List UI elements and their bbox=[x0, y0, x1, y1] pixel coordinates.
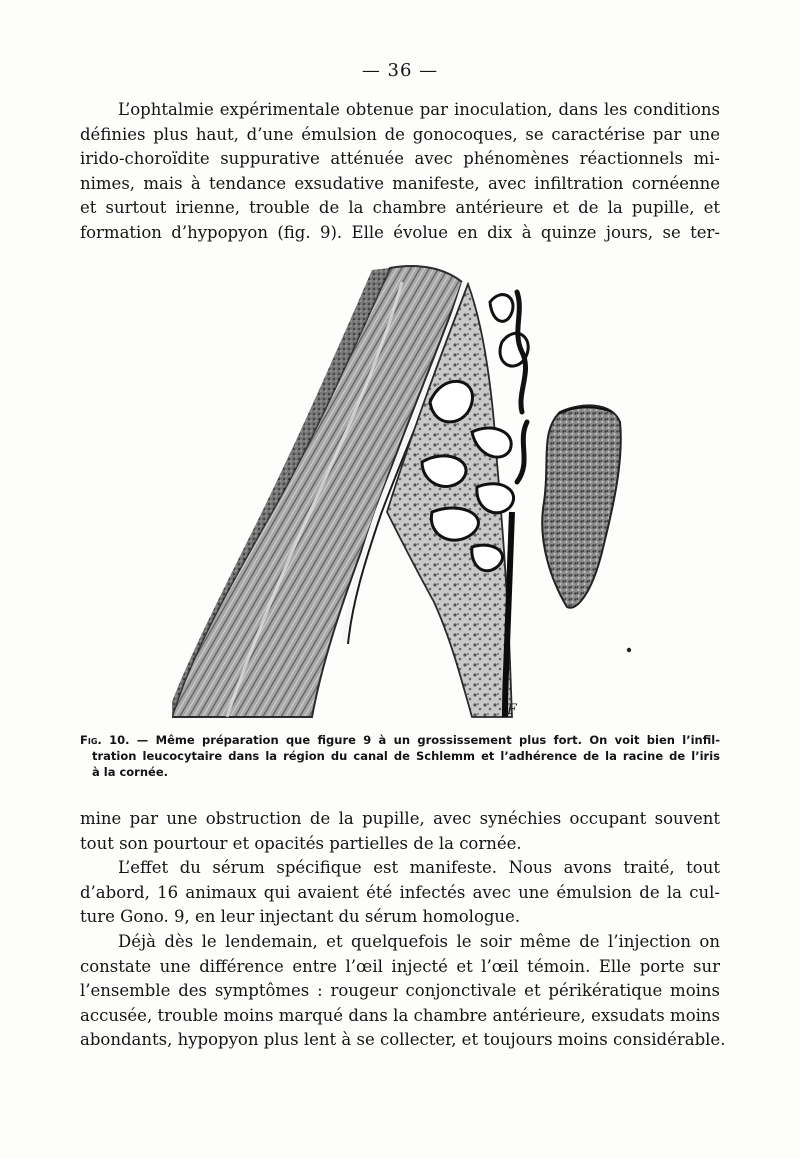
text-line: définies plus haut, d’une émulsion de gonocoques, se caractérise par une bbox=[80, 124, 720, 144]
text-line: nimes, mais à tendance exsudative manifeste, avec infiltration cornéenne bbox=[80, 173, 720, 193]
text-line: irido-choroïdite suppurative atténuée avec phénomènes réactionnels mi- bbox=[80, 149, 720, 169]
text-line: formation d’hypopyon (fig. 9). Elle évolue en dix à quinze jours, se ter- bbox=[80, 222, 720, 242]
paragraph-intro bbox=[80, 98, 720, 246]
figure-signature: F bbox=[507, 702, 517, 718]
histology-illustration bbox=[172, 262, 632, 724]
figure-caption bbox=[80, 733, 720, 780]
caption-text: — Même préparation que figure 9 à un grossissement plus fort. On voit bien l’infil- bbox=[136, 733, 720, 747]
text-line: accusée, trouble moins marqué dans la chambre antérieure, exsudats moins bbox=[80, 1005, 720, 1025]
caption-line: tration leucocytaire dans la région du canal de Schlemm et l’adhérence de la racine de l’iris bbox=[92, 748, 720, 763]
histology-figure bbox=[172, 262, 632, 724]
text-line: mine par une obstruction de la pupille, avec synéchies occupant souvent bbox=[80, 809, 720, 828]
text-line: Déjà dès le lendemain, et quelquefois le soir même de l’injection on bbox=[118, 932, 720, 951]
paragraph-symptoms bbox=[80, 930, 726, 1053]
paragraph-serum-effect bbox=[80, 856, 720, 930]
text-line: constate une différence entre l’œil injecté et l’œil témoin. Elle porte sur bbox=[80, 956, 720, 976]
text-line: d’abord, 16 animaux qui avaient été infectés avec une émulsion de la cul- bbox=[80, 882, 720, 902]
text-line: l’ensemble des symptômes : rougeur conjonctivale et périkératique moins bbox=[80, 981, 720, 1001]
page-number: — 36 — bbox=[361, 60, 439, 81]
caption-label: Fig. 10. bbox=[80, 733, 130, 747]
text-line: L’ophtalmie expérimentale obtenue par inoculation, dans les conditions bbox=[118, 100, 720, 119]
text-line: ture Gono. 9, en leur injectant du sérum homologue. bbox=[80, 907, 521, 927]
text-line: et surtout irienne, trouble de la chambre antérieure et de la pupille, et bbox=[80, 198, 720, 218]
text-line: L’effet du sérum spécifique est manifeste. Nous avons traité, tout bbox=[118, 858, 720, 877]
paragraph-continuation bbox=[80, 807, 720, 856]
text-line: tout son pourtour et opacités partielles de la cornée. bbox=[80, 833, 522, 853]
caption-line bbox=[80, 733, 720, 749]
text-line: abondants, hypopyon plus lent à se collecter, et toujours moins considérable. bbox=[80, 1030, 726, 1050]
caption-line: à la cornée. bbox=[92, 764, 169, 779]
